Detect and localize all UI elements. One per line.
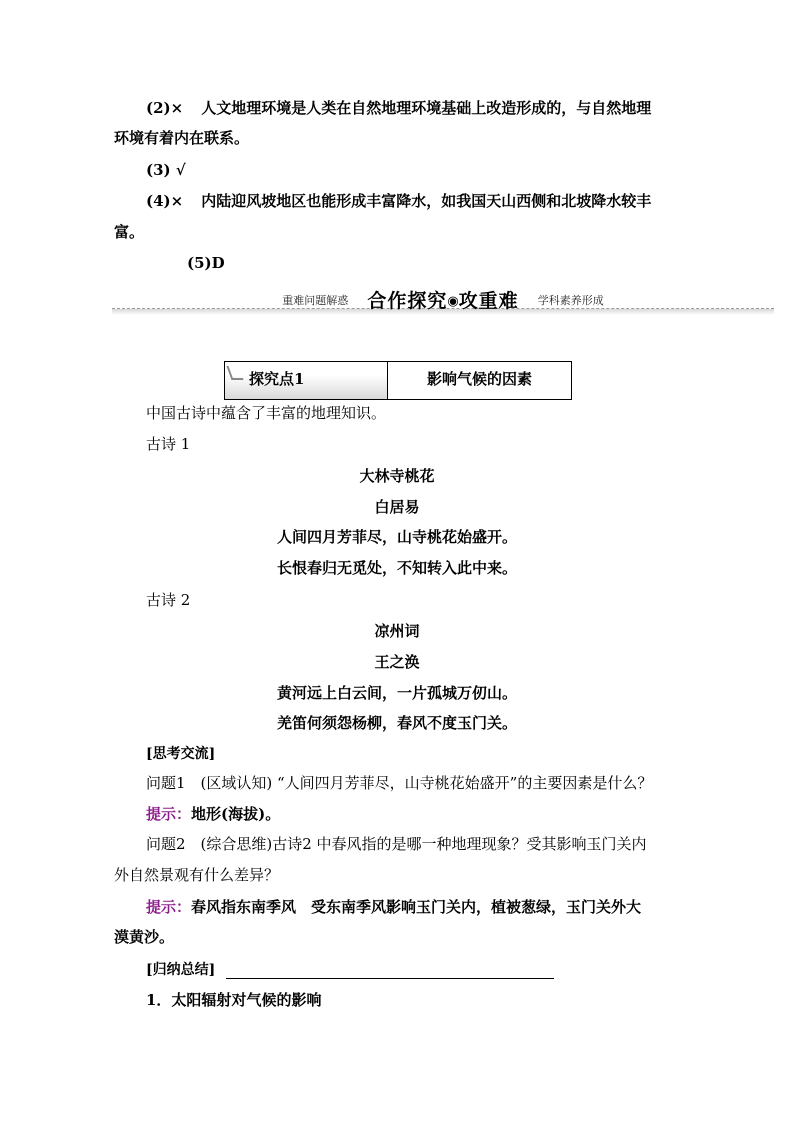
discussion-tag: [思考交流] — [146, 746, 216, 762]
poem1-line2: 长恨春归无觅处，不知转入此中来。 — [276, 559, 517, 577]
poem1-heading: 古诗 1 — [146, 435, 191, 453]
poem2-line2: 羌笛何须怨杨柳，春风不度玉门关。 — [276, 714, 517, 732]
hint-2-text: 春风指东南季风 受东南季风影响玉门关内，植被葱绿，玉门关外大 — [191, 898, 642, 916]
topic-label-cell — [225, 362, 388, 399]
answer-2-number: (2)× — [146, 99, 184, 117]
hint-2-line2: 漠黄沙。 — [114, 928, 175, 946]
question-2-line2: 外自然景观有什么差异？ — [114, 866, 280, 884]
banner-title — [112, 286, 774, 313]
answer-4-text: 内陆迎风坡地区也能形成丰富降水，如我国天山西侧和北坡降水较丰 — [201, 192, 652, 210]
topic-label: 探究点1 — [249, 370, 305, 388]
banner-left-caption: 重难问题解惑 — [282, 294, 349, 307]
intro-text: 中国古诗中蕴含了丰富的地理知识。 — [146, 404, 387, 422]
question-2-line1: 问题2 (综合思维)古诗2 中春风指的是哪一种地理现象？受其影响玉门关内 — [146, 835, 647, 853]
question-1: 问题1 (区域认知) “人间四月芳菲尽，山寺桃花始盛开”的主要因素是什么？ — [146, 774, 653, 792]
answer-4-line1 — [146, 191, 651, 211]
poem2-heading: 古诗 2 — [146, 591, 191, 609]
banner-right-caption: 学科素养形成 — [537, 294, 604, 307]
answer-4-line2: 富。 — [114, 223, 145, 241]
answer-3: (3) √ — [146, 161, 186, 179]
poem2-line1: 黄河远上白云间，一片孤城万仞山。 — [276, 684, 517, 702]
hint-2-label: 提示： — [146, 898, 192, 916]
banner-main-right: 攻重难 — [458, 290, 519, 312]
answer-2-line1 — [146, 98, 651, 118]
tab-notch-icon — [226, 366, 243, 380]
answer-4-number: (4)× — [146, 192, 184, 210]
hint-1-text: 地形(海拔)。 — [191, 805, 281, 823]
topic-box — [224, 361, 572, 400]
hint-1 — [146, 804, 280, 824]
topic-title: 影响气候的因素 — [426, 370, 532, 388]
answer-2-text: 人文地理环境是人类在自然地理环境基础上改造形成的，与自然地理 — [201, 99, 652, 117]
poem1-line1: 人间四月芳菲尽，山寺桃花始盛开。 — [276, 528, 517, 546]
summary-item-1: 1．太阳辐射对气候的影响 — [146, 991, 322, 1009]
poem1-title: 大林寺桃花 — [359, 467, 435, 485]
banner-main-left: 合作探究 — [367, 290, 448, 312]
section-banner — [112, 284, 774, 318]
poem2-title: 凉州词 — [374, 622, 420, 640]
banner-arrow-icon: ◉ — [447, 294, 459, 309]
summary-underline — [226, 978, 554, 979]
poem2-author: 王之涣 — [374, 653, 420, 671]
answer-5: (5)D — [187, 254, 225, 272]
hint-2-line1 — [146, 897, 641, 917]
answer-2-line2: 环境有着内在联系。 — [114, 129, 250, 147]
poem1-author: 白居易 — [374, 498, 420, 516]
hint-1-label: 提示： — [146, 805, 192, 823]
summary-tag: [归纳总结] — [146, 962, 216, 978]
